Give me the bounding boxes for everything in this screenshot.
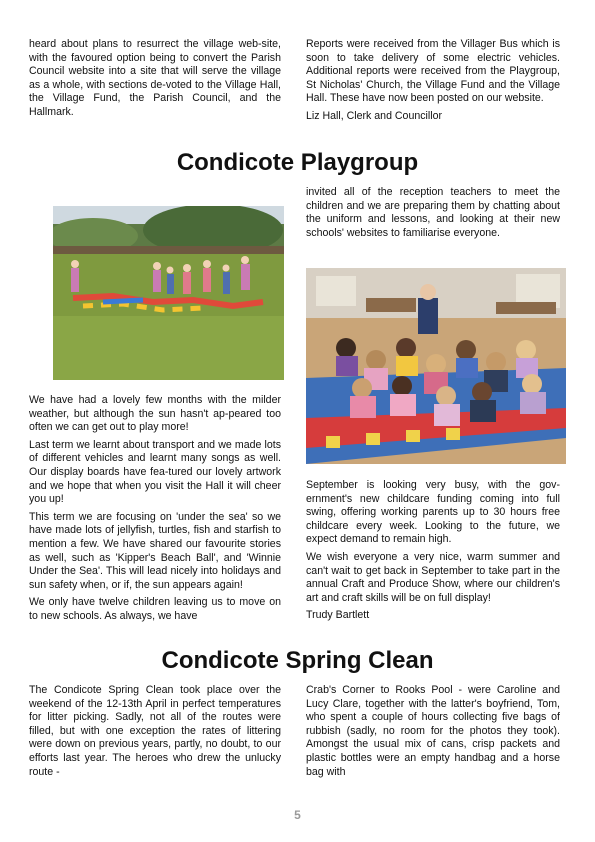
spring-clean-right-column [306, 684, 560, 783]
playgroup-right-top [306, 186, 560, 244]
spring-clean-left-text: The Condicote Spring Clean took place over the weekend of the 12-13th April in perfect temperatures for litter picking. Sadly, not all of the routes were filled, but with one exception the rates of littering were down on previous years, partly, no doubt, to our efforts last year. The heroes who drew the unlucky route - [29, 684, 281, 778]
playgroup-signature: Trudy Bartlett [306, 609, 370, 622]
top-right-column [306, 38, 560, 128]
classroom-photo [306, 268, 566, 464]
playgroup-paragraph: This term we are focusing on 'under the sea' so we have made lots of jellyfish, turtles, fish and starfish to mention a few. We have shared our favourite stories as well, such as 'Kipper's Beach Ball', and 'Winnie Under the Sea'. This will lead nicely into holidays and sun safety when, or if, the sun appears again! [29, 510, 281, 591]
playgroup-heading: Condicote Playgroup [176, 149, 419, 176]
top-left-column [29, 38, 281, 124]
spring-clean-left-column [29, 684, 281, 783]
top-right-signature: Liz Hall, Clerk and Councillor [306, 109, 443, 122]
playgroup-left-column [29, 394, 281, 628]
outdoor-play-photo [53, 206, 284, 380]
playgroup-paragraph: September is looking very busy, with the gov-ernment's new childcare funding coming into full swing, offering working parents up to 30 hours free childcare every week. Looking to the future, we expect demand to remain high. [306, 479, 560, 546]
spring-clean-right-text: Crab's Corner to Rooks Pool - were Caroline and Lucy Clare, together with the latter's boyfriend, Tom, who spent a couple of hours collecting five bags of rubbish (sadly, no room for the photos they took). Amongst the usual mix of cans, crisp packets and plastic bottles were an empty handbag and a horse bag with [306, 684, 560, 778]
playgroup-paragraph: We have had a lovely few months with the milder weather, but although the sun hasn't ap-peared too often we can get out to play more! [29, 394, 281, 434]
playgroup-paragraph: Last term we learnt about transport and we made lots of different vehicles and learnt many songs as well. Our display boards have fea-tured our lovely artwork and we hope that when you visit the Hall it will cheer you up! [29, 438, 281, 506]
top-right-text: Reports were received from the Villager Bus which is soon to take delivery of some electric vehicles. Additional reports were received from the Playgroup, St Nicholas' Church, the Village Fund and the Village Hall. These have now been posted on our website. [306, 38, 560, 105]
top-left-text: heard about plans to resurrect the village web-site, with the favoured option being to convert the Parish Council website into a site that will serve the village as a whole, with sections de-voted to the Village Hall, the Village Fund, the Parish Council, and the Hallmark. [29, 38, 281, 118]
spring-clean-heading: Condicote Spring Clean [161, 647, 434, 674]
playgroup-paragraph: We only have twelve children leaving us to move on to new schools. As always, we have [29, 596, 281, 622]
page-number: 5 [294, 808, 301, 822]
playgroup-paragraph: We wish everyone a very nice, warm summer and can't wait to get back in September to take part in the annual Craft and Produce Show, where our children's art and craft skills will be on full display! [306, 550, 560, 604]
playgroup-right-top-text: invited all of the reception teachers to meet the children and we are preparing them by chatting about the uniform and lessons, and looking at their new schools' websites to familiarise everyone. [306, 186, 560, 239]
playgroup-right-bottom [306, 479, 560, 627]
